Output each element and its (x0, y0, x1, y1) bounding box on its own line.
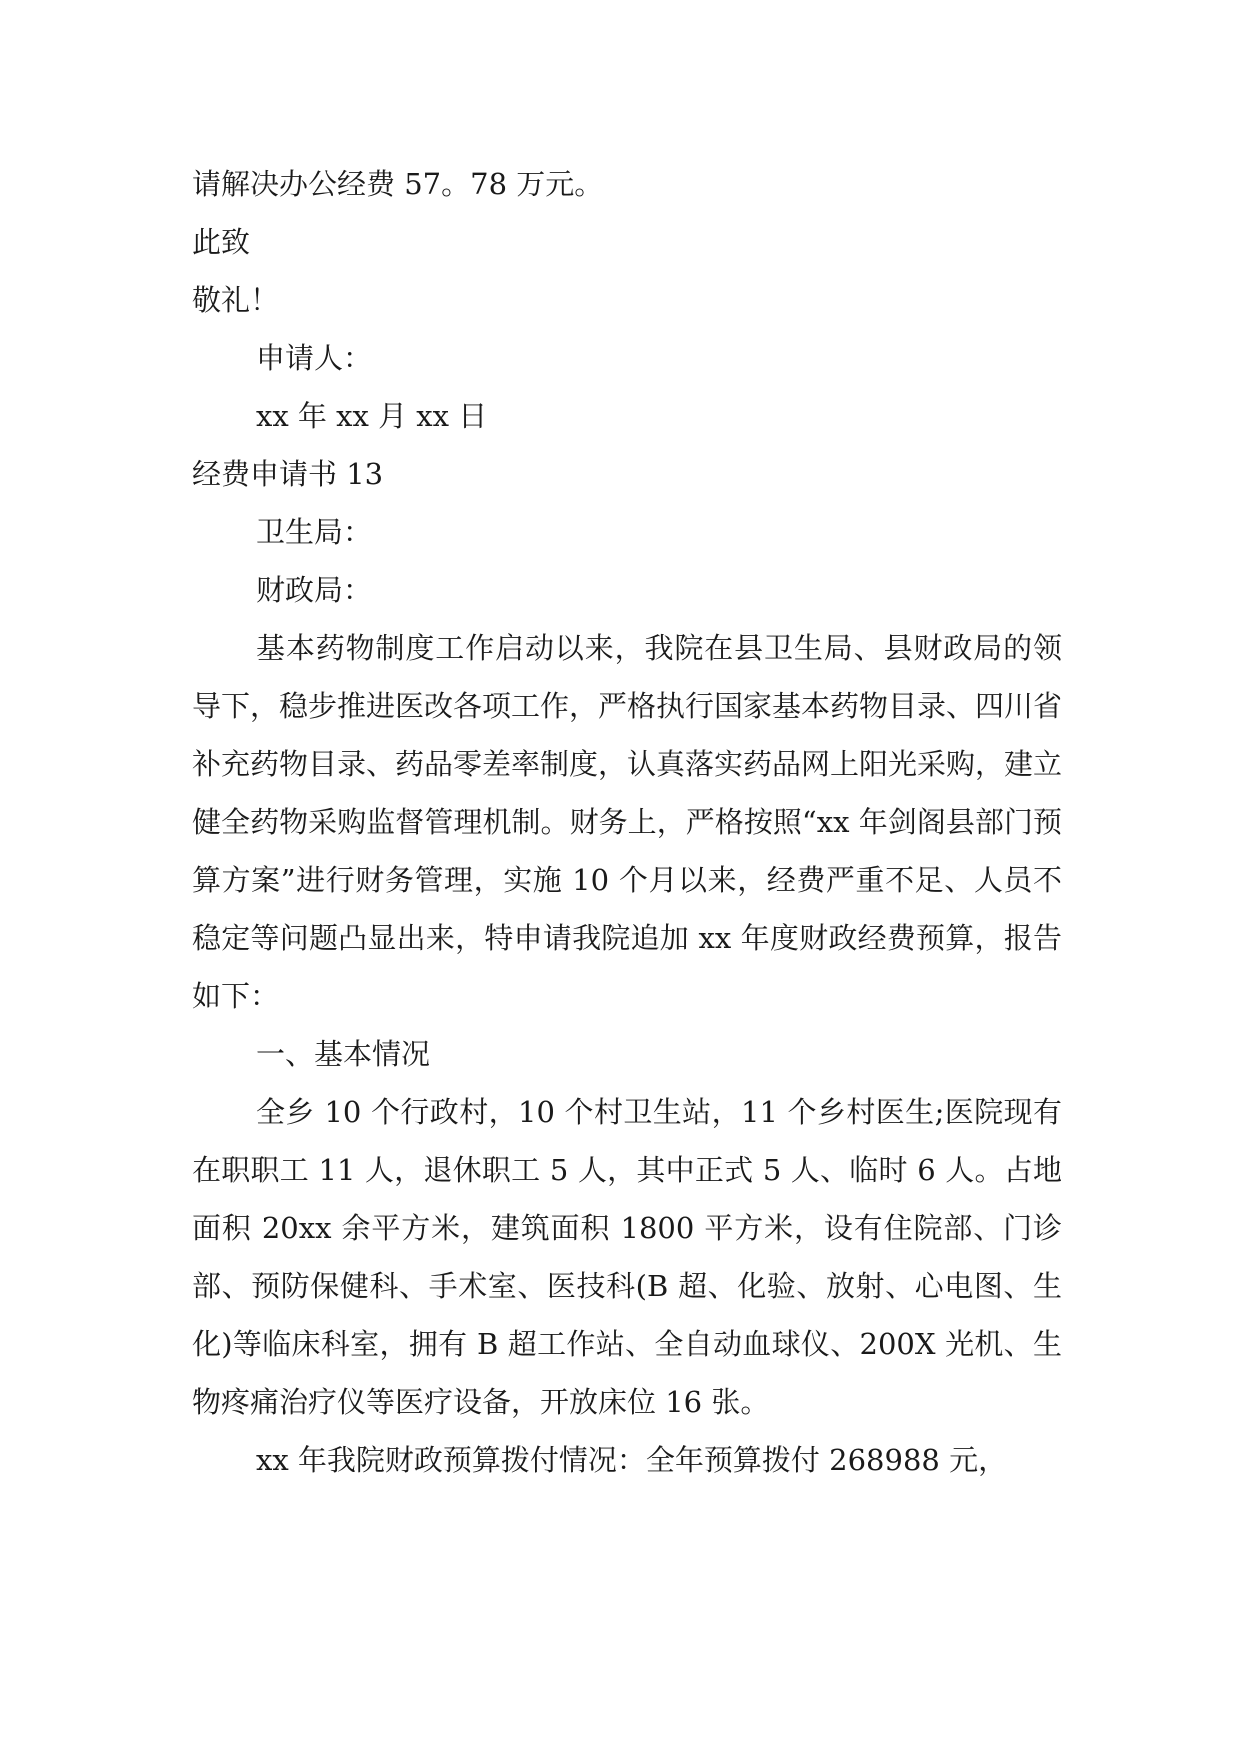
salutation-line-2: 敬礼！ (192, 283, 280, 317)
applicant-label: 申请人： (256, 341, 373, 375)
section-title: 经费申请书 13 (192, 457, 384, 491)
document-body (192, 155, 1062, 1489)
intro-paragraph: 基本药物制度工作启动以来，我院在县卫生局、县财政局的领导下，稳步推进医改各项工作，严格执行国家基本药物目录、四川省补充药物目录、药品零差率制度，认真落实药品网上阳光采购，建立健全药物采购监督管理机制。财务上，严格按照“xx 年剑阁县部门预算方案”进行财务管理，实施 10 个月以来，经费严重不足、人员不稳定等问题凸显出来，特申请我院追加 xx 年度财政经费预算，报告如下： (192, 631, 1063, 1013)
budget-paragraph: xx 年我院财政预算拨付情况：全年预算拨付 268988 元， (256, 1443, 1008, 1477)
recipient-health-bureau: 卫生局： (256, 515, 373, 549)
recipient-finance-bureau: 财政局： (256, 573, 373, 607)
date-line: xx 年 xx 月 xx 日 (256, 399, 488, 433)
basic-situation-paragraph: 全乡 10 个行政村，10 个村卫生站，11 个乡村医生;医院现有在职职工 11 人，退休职工 5 人，其中正式 5 人、临时 6 人。占地面积 20xx 余平方米，建筑面积 1800 平方米，设有住院部、门诊部、预防保健科、手术室、医技科(B 超、化验、放射、心电图、生化)等临床科室，拥有 B 超工作站、全自动血球仪、200X 光机、生物疼痛治疗仪等医疗设备，开放床位 16 张。 (192, 1095, 1062, 1419)
heading-basic-situation: 一、基本情况 (256, 1037, 431, 1071)
closing-line: 请解决办公经费 57。78 万元。 (192, 167, 604, 201)
salutation-line-1: 此致 (192, 225, 251, 259)
